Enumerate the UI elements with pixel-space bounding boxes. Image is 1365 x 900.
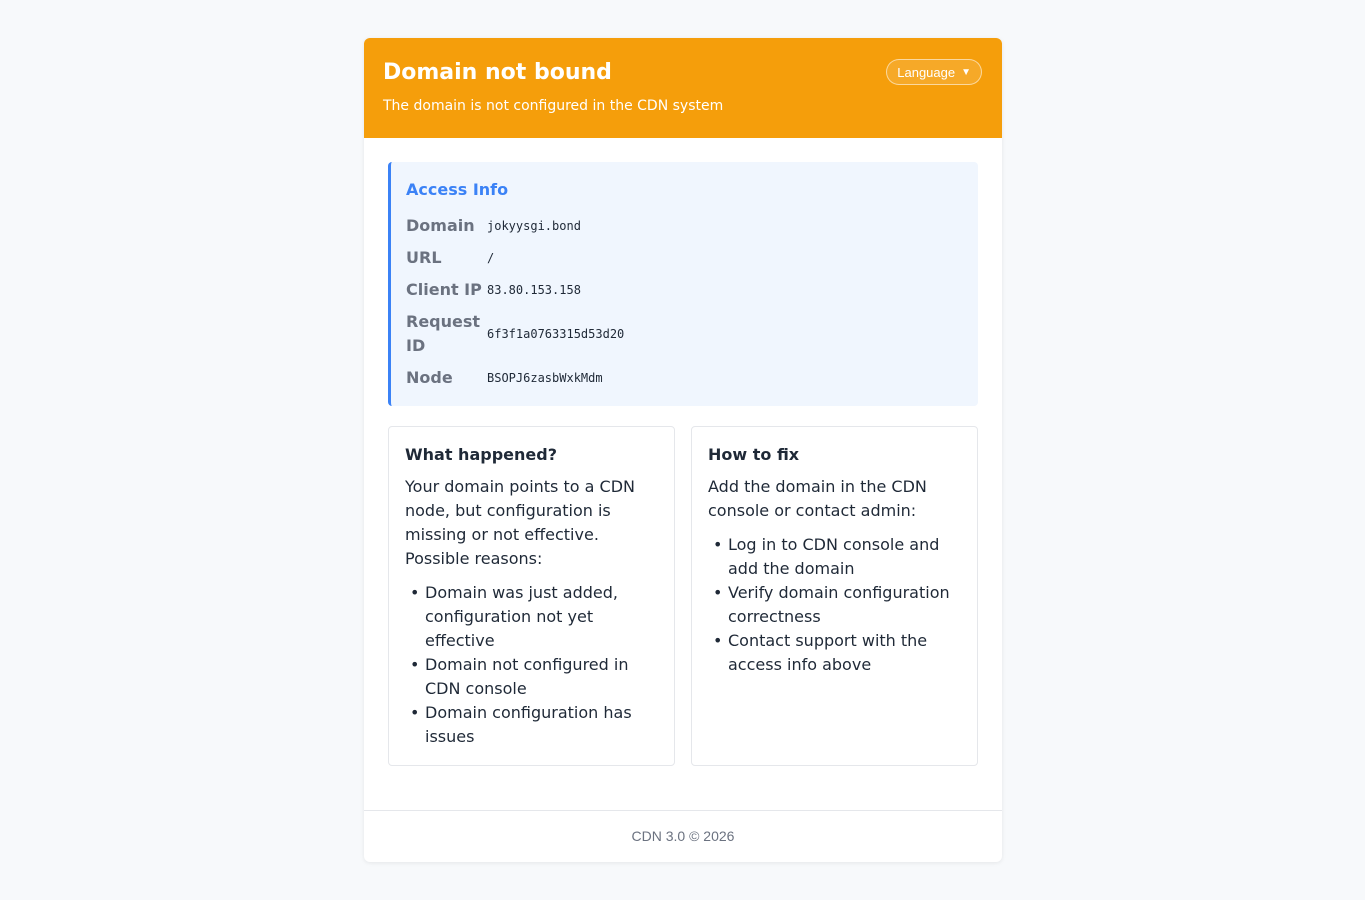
info-label-client-ip: Client IP xyxy=(406,280,482,299)
how-to-fix-title: How to fix xyxy=(708,445,800,464)
info-label-node: Node xyxy=(406,368,453,387)
info-value-domain: jokyysgi.bond xyxy=(487,219,581,233)
fix-steps-list xyxy=(708,533,958,677)
language-label: Language xyxy=(897,64,956,80)
reasons-list xyxy=(405,581,655,749)
what-happened-panel xyxy=(388,426,675,766)
info-value-client-ip: 83.80.153.158 xyxy=(487,283,581,297)
footer-text: CDN 3.0 © 2026 xyxy=(631,828,735,844)
what-happened-title: What happened? xyxy=(405,445,557,464)
info-label-domain: Domain xyxy=(406,216,475,235)
info-value-request-id: 6f3f1a0763315d53d20 xyxy=(487,327,625,341)
page-title: Domain not bound xyxy=(383,60,612,85)
list-item: • Contact support with the access info above xyxy=(713,631,928,674)
info-value-url: / xyxy=(487,251,495,265)
list-item: • Domain not configured in CDN console xyxy=(410,655,629,698)
how-to-fix-panel xyxy=(691,426,978,766)
list-item: • Log in to CDN console and add the domain xyxy=(713,535,940,578)
access-info-title: Access Info xyxy=(406,180,509,199)
how-to-fix-intro: Add the domain in the CDN console or contact admin: xyxy=(708,477,927,520)
list-item: • Verify domain configuration correctness xyxy=(713,583,950,626)
page-subtitle: The domain is not configured in the CDN system xyxy=(383,98,724,114)
language-button[interactable] xyxy=(886,59,982,85)
what-happened-intro: Your domain points to a CDN node, but configuration is missing or not effective. Possible reasons: xyxy=(405,477,635,568)
error-header xyxy=(364,38,1002,138)
footer-divider xyxy=(364,810,1002,811)
info-value-node: BSOPJ6zasbWxkMdm xyxy=(487,371,603,385)
info-label-url: URL xyxy=(406,248,442,267)
chevron-down-icon: ▼ xyxy=(961,66,971,78)
error-card xyxy=(364,38,1002,862)
list-item: • Domain configuration has issues xyxy=(410,703,632,746)
list-item: • Domain was just added, configuration not yet effective xyxy=(410,583,618,650)
access-info-panel xyxy=(388,162,978,406)
info-label-request-id: Request ID xyxy=(406,312,481,355)
